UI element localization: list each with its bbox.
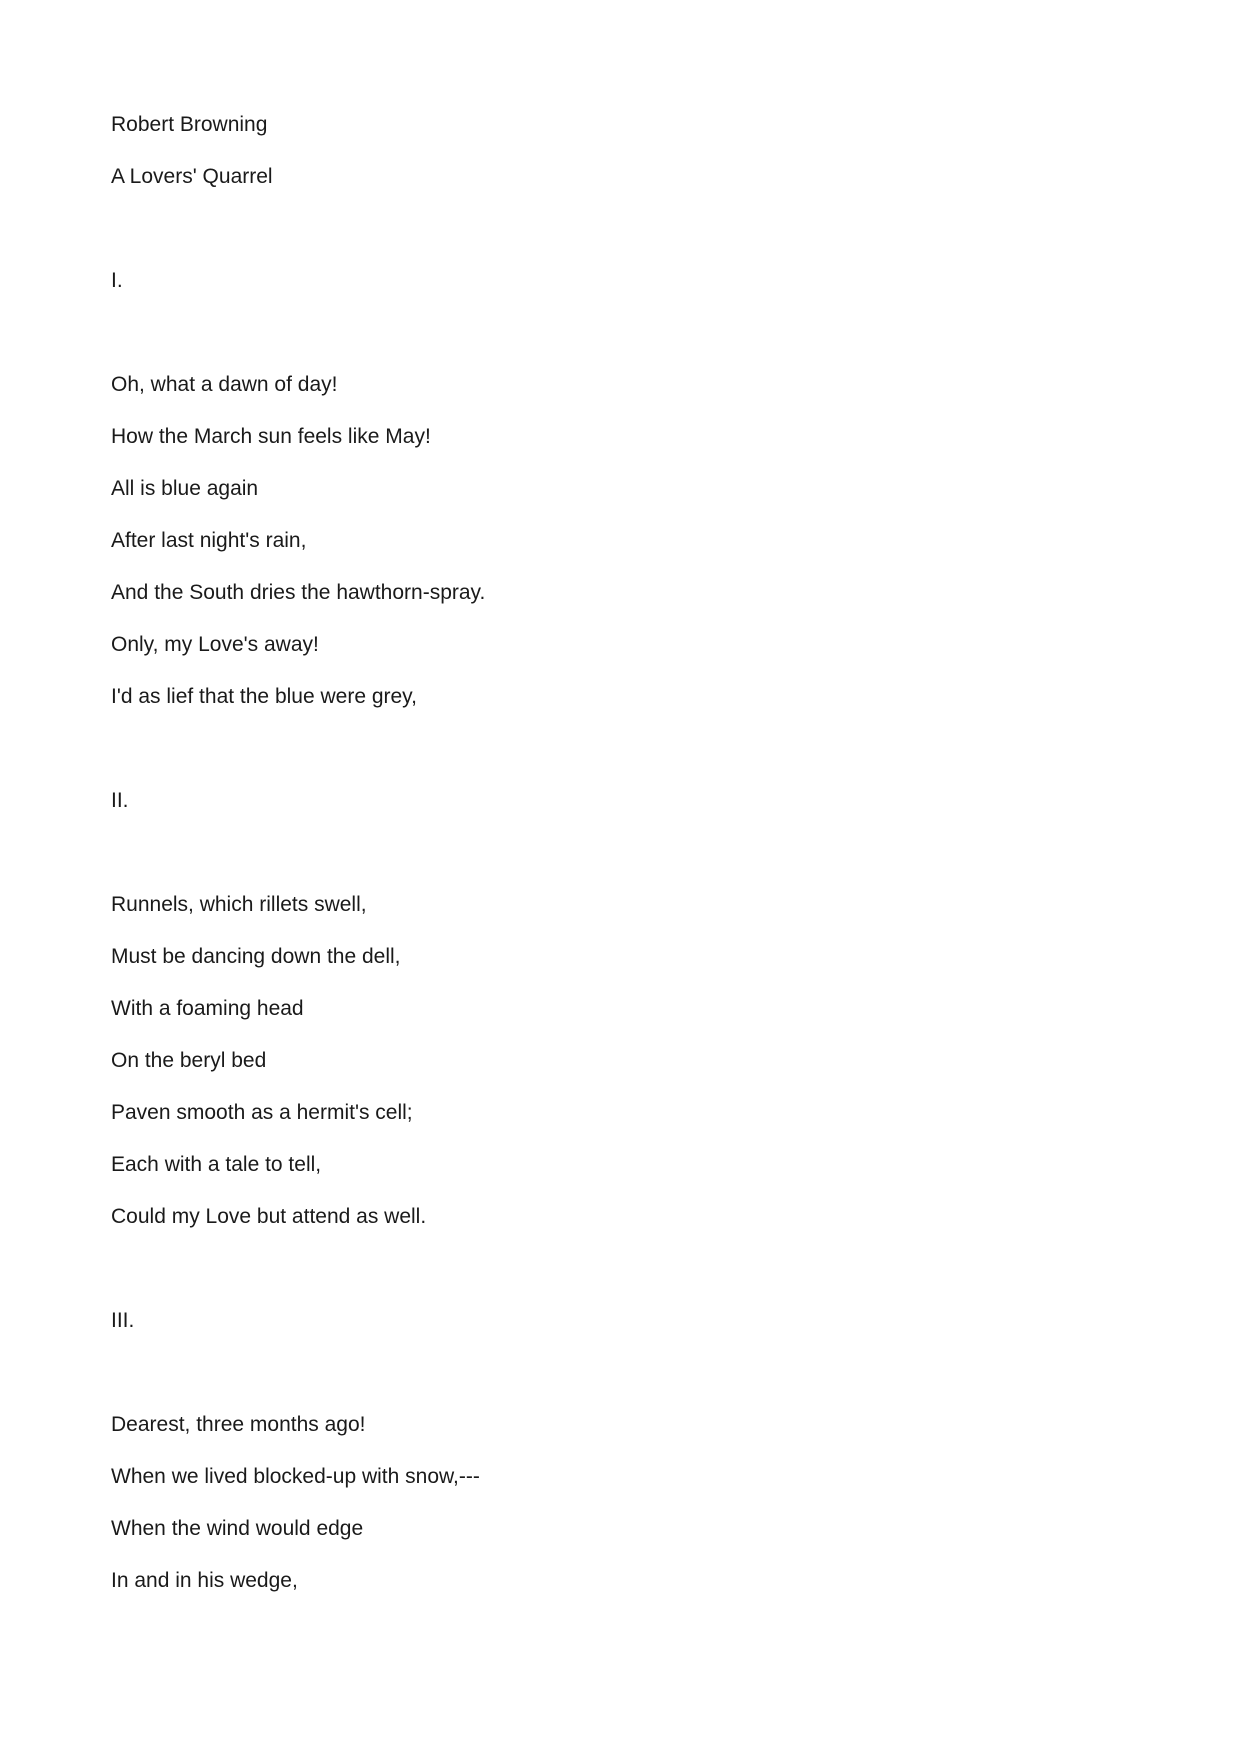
poem-line: On the beryl bed [111, 1049, 267, 1072]
stanza-numeral: III. [111, 1309, 135, 1332]
poem-line: In and in his wedge, [111, 1569, 298, 1592]
poem-line: Paven smooth as a hermit's cell; [111, 1101, 413, 1124]
author-name: Robert Browning [111, 113, 268, 136]
poem-title: A Lovers' Quarrel [111, 165, 273, 188]
poem-line: I'd as lief that the blue were grey, [111, 685, 417, 708]
poem-line: Runnels, which rillets swell, [111, 893, 367, 916]
poem-line: With a foaming head [111, 997, 304, 1020]
stanza-numeral: I. [111, 269, 123, 292]
poem-line: After last night's rain, [111, 529, 307, 552]
poem-line: Could my Love but attend as well. [111, 1205, 427, 1228]
poem-line: And the South dries the hawthorn-spray. [111, 581, 486, 604]
poem-line: When the wind would edge [111, 1517, 364, 1540]
stanza-numeral: II. [111, 789, 129, 812]
poem-line: Only, my Love's away! [111, 633, 319, 656]
poem-line: Dearest, three months ago! [111, 1413, 366, 1436]
poem-line: Oh, what a dawn of day! [111, 373, 338, 396]
poem-line: How the March sun feels like May! [111, 425, 431, 448]
poem-line: Each with a tale to tell, [111, 1153, 322, 1176]
poem-line: When we lived blocked-up with snow,--- [111, 1465, 480, 1488]
poem-line: All is blue again [111, 477, 259, 500]
poem-line: Must be dancing down the dell, [111, 945, 401, 968]
